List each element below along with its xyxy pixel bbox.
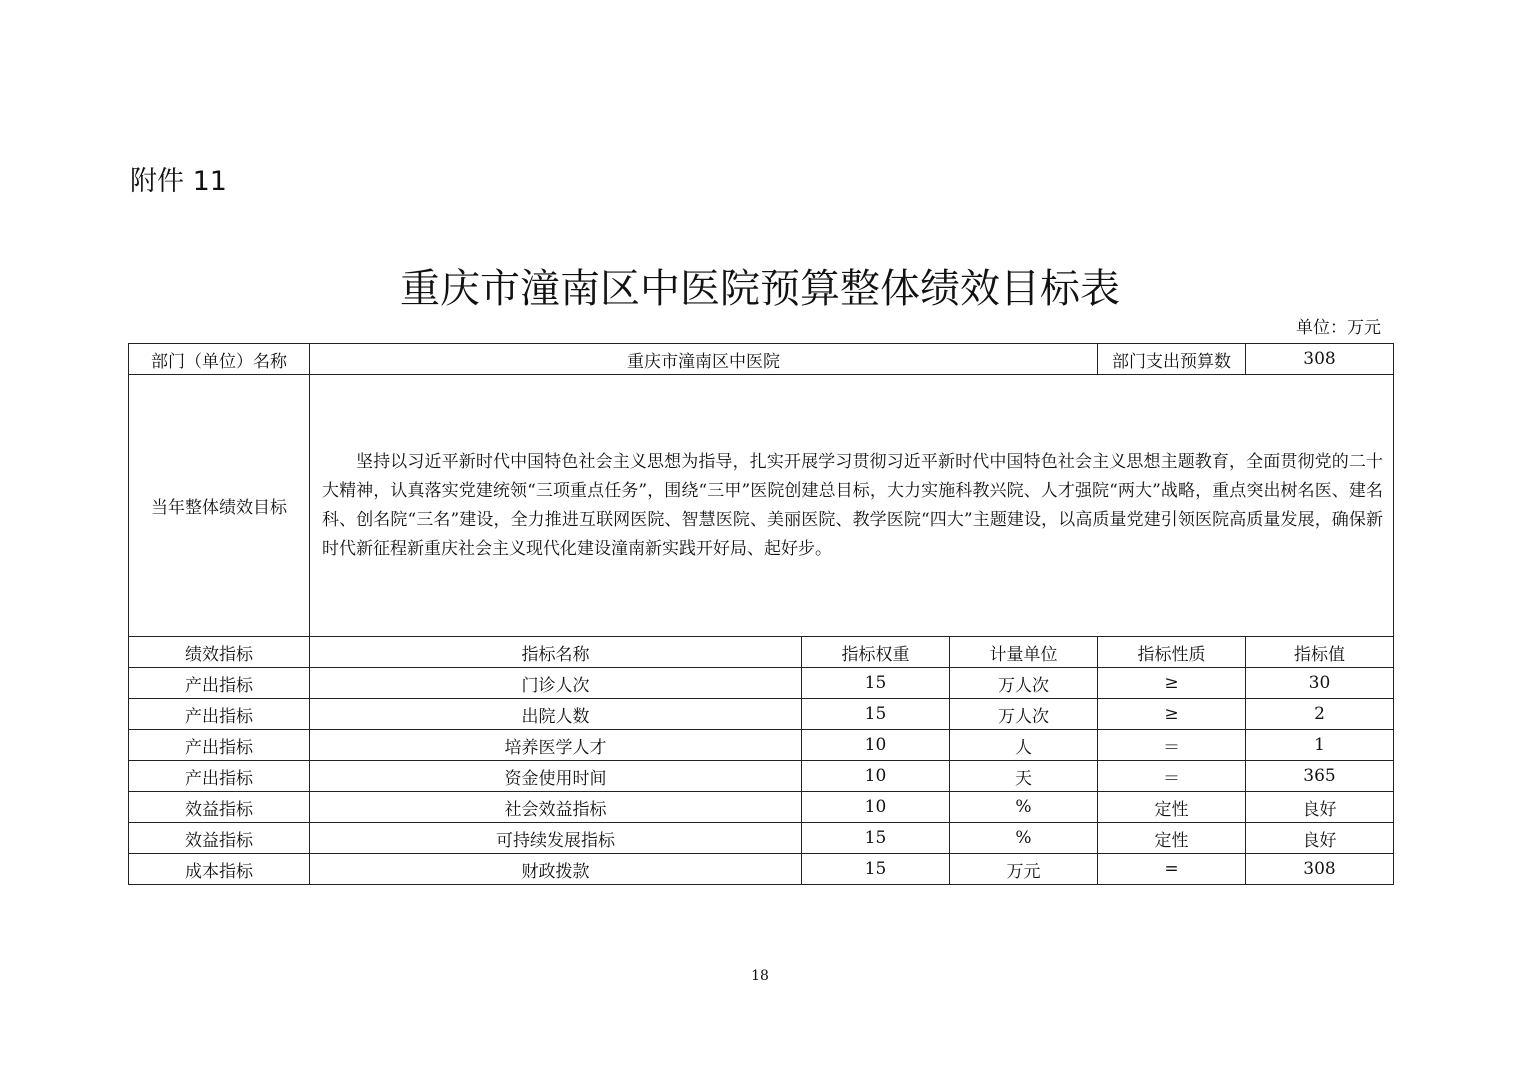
indicator-weight: 10 bbox=[802, 792, 950, 823]
table-row bbox=[129, 761, 1394, 792]
indicator-value: 30 bbox=[1246, 668, 1394, 699]
indicator-weight: 15 bbox=[802, 699, 950, 730]
column-header: 指标性质 bbox=[1098, 637, 1246, 668]
indicator-name: 门诊人次 bbox=[310, 668, 802, 699]
indicator-unit: 万人次 bbox=[950, 699, 1098, 730]
dept-name-label: 部门（单位）名称 bbox=[129, 344, 310, 375]
indicator-unit: 万元 bbox=[950, 854, 1098, 885]
table-row bbox=[129, 792, 1394, 823]
goal-text: 坚持以习近平新时代中国特色社会主义思想为指导，扎实开展学习贯彻习近平新时代中国特色社会主义思想主题教育，全面贯彻党的二十大精神，认真落实党建统领“三项重点任务”，围绕“三甲”医院创建总目标，大力实施科教兴院、人才强院“两大”战略，重点突出树名医、建名科、创名院“三名”建设，全力推进互联网医院、智慧医院、美丽医院、教学医院“四大”主题建设，以高质量党建引领医院高质量发展，确保新时代新征程新重庆社会主义现代化建设潼南新实践开好局、起好步。 bbox=[310, 375, 1394, 637]
indicator-category: 产出指标 bbox=[129, 761, 310, 792]
table-row bbox=[129, 668, 1394, 699]
column-header: 指标权重 bbox=[802, 637, 950, 668]
indicator-name: 培养医学人才 bbox=[310, 730, 802, 761]
column-header: 指标值 bbox=[1246, 637, 1394, 668]
indicator-value: 良好 bbox=[1246, 792, 1394, 823]
document-title: 重庆市潼南区中医院预算整体绩效目标表 bbox=[400, 266, 1120, 312]
indicator-value: 良好 bbox=[1246, 823, 1394, 854]
attachment-label: 附件 11 bbox=[130, 166, 227, 197]
indicator-category: 产出指标 bbox=[129, 699, 310, 730]
indicator-nature: ＝ bbox=[1098, 730, 1246, 761]
indicator-name: 可持续发展指标 bbox=[310, 823, 802, 854]
indicator-nature: ≥ bbox=[1098, 699, 1246, 730]
indicator-value: 365 bbox=[1246, 761, 1394, 792]
table-row bbox=[129, 730, 1394, 761]
column-header: 指标名称 bbox=[310, 637, 802, 668]
header-row bbox=[129, 344, 1394, 375]
table-row bbox=[129, 699, 1394, 730]
indicator-weight: 15 bbox=[802, 668, 950, 699]
indicator-unit: 万人次 bbox=[950, 668, 1098, 699]
indicator-nature: = bbox=[1098, 854, 1246, 885]
column-header: 计量单位 bbox=[950, 637, 1098, 668]
indicator-weight: 15 bbox=[802, 823, 950, 854]
goal-row bbox=[129, 375, 1394, 637]
dept-name-value: 重庆市潼南区中医院 bbox=[310, 344, 1098, 375]
table-row bbox=[129, 854, 1394, 885]
unit-label: 单位：万元 bbox=[1296, 318, 1381, 338]
indicator-category: 产出指标 bbox=[129, 730, 310, 761]
page-number: 18 bbox=[751, 968, 769, 984]
indicator-category: 效益指标 bbox=[129, 792, 310, 823]
budget-label: 部门支出预算数 bbox=[1098, 344, 1246, 375]
indicator-value: 308 bbox=[1246, 854, 1394, 885]
indicator-name: 资金使用时间 bbox=[310, 761, 802, 792]
indicator-category: 成本指标 bbox=[129, 854, 310, 885]
indicator-unit: % bbox=[950, 792, 1098, 823]
indicator-category: 效益指标 bbox=[129, 823, 310, 854]
indicator-name: 出院人数 bbox=[310, 699, 802, 730]
indicator-unit: 天 bbox=[950, 761, 1098, 792]
column-header: 绩效指标 bbox=[129, 637, 310, 668]
indicator-value: 1 bbox=[1246, 730, 1394, 761]
indicator-unit: 人 bbox=[950, 730, 1098, 761]
indicator-category: 产出指标 bbox=[129, 668, 310, 699]
indicator-nature: ＝ bbox=[1098, 761, 1246, 792]
indicator-weight: 10 bbox=[802, 730, 950, 761]
indicator-name: 社会效益指标 bbox=[310, 792, 802, 823]
indicator-weight: 15 bbox=[802, 854, 950, 885]
indicator-name: 财政拨款 bbox=[310, 854, 802, 885]
indicator-weight: 10 bbox=[802, 761, 950, 792]
indicator-unit: % bbox=[950, 823, 1098, 854]
indicator-value: 2 bbox=[1246, 699, 1394, 730]
performance-target-table bbox=[128, 343, 1394, 885]
indicator-nature: 定性 bbox=[1098, 823, 1246, 854]
goal-label: 当年整体绩效目标 bbox=[129, 375, 310, 637]
indicator-header-row bbox=[129, 637, 1394, 668]
budget-value: 308 bbox=[1246, 344, 1394, 375]
indicator-nature: ≥ bbox=[1098, 668, 1246, 699]
indicator-nature: 定性 bbox=[1098, 792, 1246, 823]
table-row bbox=[129, 823, 1394, 854]
